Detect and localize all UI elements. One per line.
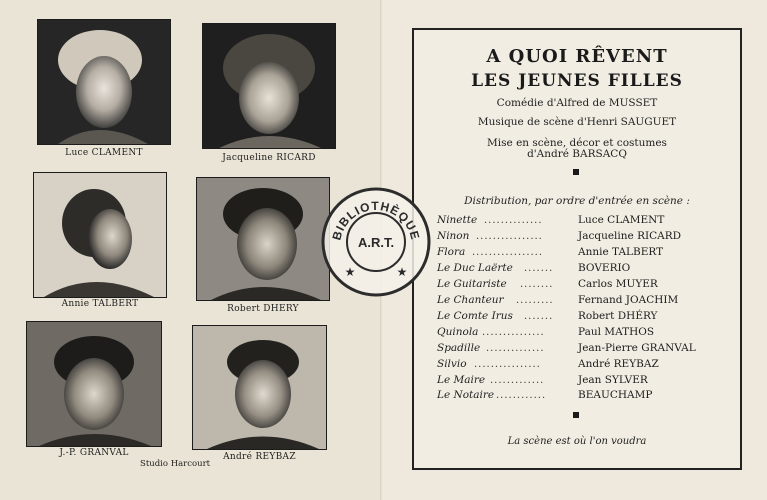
portrait-photo [38, 20, 170, 144]
staging-credit: Mise en scène, décor et costumes [487, 137, 667, 149]
cast-role: Ninette [437, 214, 478, 226]
leader-dots: ................. [472, 247, 544, 258]
portrait-photo [193, 326, 326, 449]
cast-role: Silvio [437, 358, 467, 370]
cast-role: Le Comte Irus [437, 310, 513, 322]
portrait-photo [34, 173, 166, 297]
cast-actor: BEAUCHAMP [578, 389, 653, 401]
star-icon: ★ [344, 265, 356, 279]
cast-actor: Luce CLAMENT [578, 214, 665, 226]
cast-actor: Robert DHÉRY [578, 310, 658, 322]
leader-dots: .............. [486, 343, 545, 354]
photo-caption: J.-P. GRANVAL [59, 448, 129, 458]
author-credit: Comédie d'Alfred de MUSSET [496, 97, 658, 109]
cast-role: Le Notaire [437, 389, 495, 401]
cast-actor: Jacqueline RICARD [578, 230, 682, 242]
cast-actor: André REYBAZ [578, 358, 659, 370]
photo-caption: Robert DHERY [227, 304, 299, 314]
ornament-square [573, 169, 579, 175]
cast-actor: Paul MATHOS [578, 326, 655, 338]
tagline: La scène est où l'on voudra [507, 436, 647, 447]
distribution-heading: Distribution, par ordre d'entrée en scène : [464, 195, 690, 207]
leader-dots: .............. [484, 215, 543, 226]
cast-role: Le Chanteur [437, 294, 504, 306]
leader-dots: ............ [496, 390, 547, 401]
leader-dots: ............... [482, 327, 545, 338]
leader-dots: ................ [476, 231, 543, 242]
stamp-top-text: BIBLIOTHÈQUE [329, 198, 423, 242]
photo-caption: Luce CLAMENT [65, 148, 143, 158]
staging-credit-name: d'André BARSACQ [527, 148, 627, 160]
cast-role: Le Duc Laërte [437, 262, 513, 274]
leader-dots: ........ [520, 279, 554, 290]
cast-actor: Jean SYLVER [578, 374, 648, 386]
cast-actor: BOVERIO [578, 262, 631, 274]
play-title-line2: LES JEUNES FILLES [471, 71, 683, 91]
cast-role: Le Guitariste [437, 278, 507, 290]
cast-role: Ninon [437, 230, 470, 242]
photo-credit: Studio Harcourt [140, 459, 211, 469]
library-stamp [320, 186, 432, 298]
cast-role: Quinola [437, 326, 479, 338]
cast-actor: Jean-Pierre GRANVAL [578, 342, 696, 354]
cast-actor: Fernand JOACHIM [578, 294, 679, 306]
leader-dots: ......... [516, 295, 554, 306]
cast-role: Le Maire [437, 374, 486, 386]
cast-role: Flora [437, 246, 466, 258]
music-credit: Musique de scène d'Henri SAUGUET [477, 116, 677, 128]
leader-dots: ................ [474, 359, 541, 370]
cast-role: Spadille [437, 342, 481, 354]
cast-actor: Carlos MUYER [578, 278, 658, 290]
ornament-square [573, 412, 579, 418]
portrait-photo [197, 178, 329, 300]
photo-caption: André REYBAZ [223, 452, 296, 462]
play-title-line1: A QUOI RÊVENT [486, 46, 668, 67]
leader-dots: ....... [524, 263, 554, 274]
photo-caption: Jacqueline RICARD [222, 153, 316, 163]
stamp-center-text: A.R.T. [357, 235, 395, 250]
portrait-photo [203, 24, 335, 148]
cast-actor: Annie TALBERT [578, 246, 664, 258]
leader-dots: ....... [524, 311, 554, 322]
leader-dots: ............. [490, 375, 545, 386]
portrait-photo [27, 322, 161, 446]
star-icon: ★ [396, 265, 408, 279]
photo-caption: Annie TALBERT [61, 299, 139, 309]
